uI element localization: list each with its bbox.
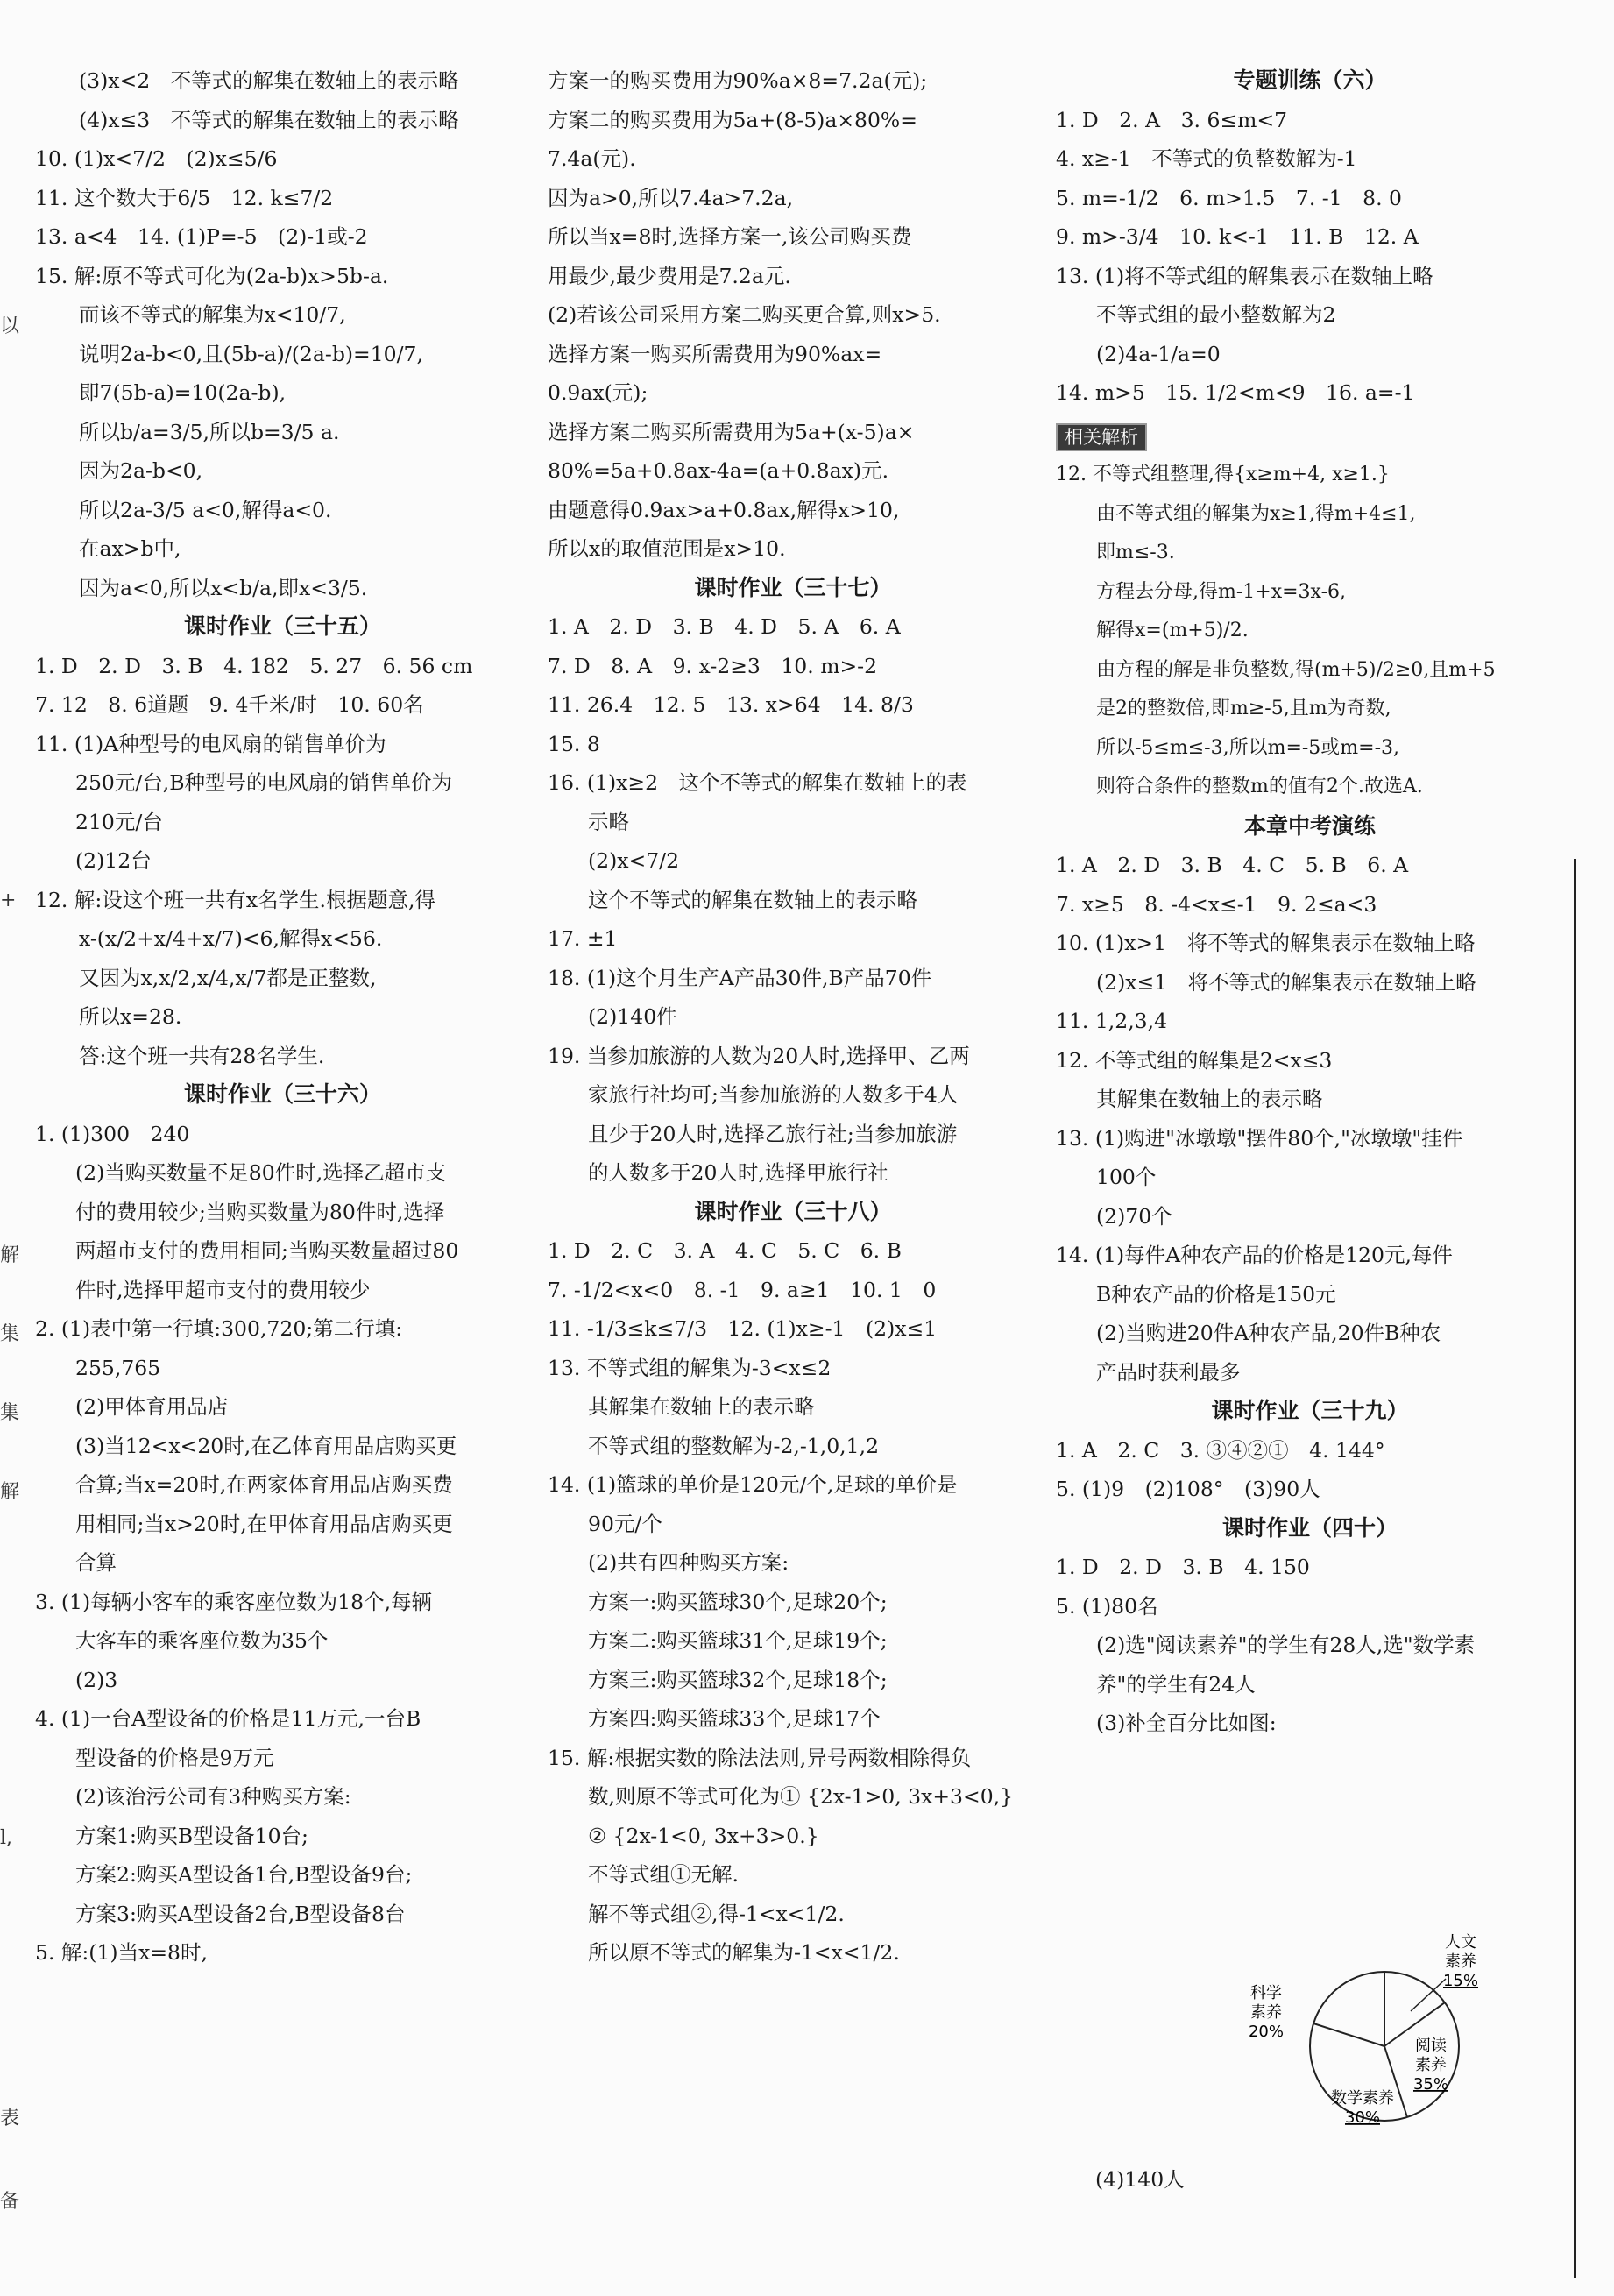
answer-line: 选择方案一购买所需费用为90%ax= — [548, 341, 882, 366]
answer-line: 方案二:购买篮球31个,足球19个; — [588, 1628, 888, 1653]
answer-line: 型设备的价格是9万元 — [75, 1745, 274, 1770]
answer-line: (4)x≤3 不等式的解集在数轴上的表示略 — [79, 107, 459, 132]
pie-label-reading: 阅读 — [1415, 2037, 1447, 2055]
answer-line: 10. (1)x>1 将不等式的解集表示在数轴上略 — [1056, 931, 1476, 955]
answer-line: 方案2:购买A型设备1台,B型设备9台; — [75, 1862, 413, 1887]
answer-line: (2)12台 — [75, 848, 152, 873]
answer-line: 12. 不等式组的解集是2<x≤3 — [1056, 1047, 1333, 1073]
answer-line: (2)x≤1 将不等式的解集表示在数轴上略 — [1096, 969, 1476, 995]
answer-line: 方案一的购买费用为90%a×8=7.2a(元); — [548, 68, 928, 93]
answer-line: 11. 这个数大于6/5 12. k≤7/2 — [35, 185, 334, 210]
percentage-pie-chart — [1231, 1928, 1520, 2138]
answer-line: 11. -1/3≤k≤7/3 12. (1)x≥-1 (2)x≤1 — [548, 1316, 938, 1341]
answer-line: 合算;当x=20时,在两家体育用品店购买费 — [75, 1472, 453, 1497]
edge-mark: 集 — [0, 1402, 20, 1424]
answer-line: 合算 — [75, 1550, 117, 1575]
answer-line: 10. (1)x<7/2 (2)x≤5/6 — [35, 146, 278, 171]
answer-line: 3. (1)每辆小客车的乘客座位数为18个,每辆 — [35, 1589, 433, 1614]
answer-line: 13. 不等式组的解集为-3<x≤2 — [548, 1355, 832, 1380]
answer-line: 1. A 2. D 3. B 4. C 5. B 6. A — [1056, 853, 1409, 877]
answer-line: 即7(5b-a)=10(2a-b), — [79, 380, 287, 405]
answer-line: 所以2a-3/5 a<0,解得a<0. — [79, 497, 332, 522]
answer-line: 在ax>b中, — [79, 536, 181, 561]
answer-line: (2)共有四种购买方案: — [588, 1550, 789, 1575]
column-right — [1056, 61, 1564, 1743]
answer-line: 由不等式组的解集为x≥1,得m+4≤1, — [1096, 502, 1416, 525]
section-heading: 课时作业（三十六） — [183, 1081, 381, 1107]
answer-line: 7. 12 8. 6道题 9. 4千米/时 10. 60名 — [35, 692, 424, 717]
answer-line: 件时,选择甲超市支付的费用较少 — [75, 1277, 371, 1302]
pie-label-math: 数学素养 — [1331, 2089, 1394, 2108]
answer-line: 产品时获利最多 — [1096, 1359, 1241, 1385]
answer-line: 大客车的乘客座位数为35个 — [75, 1628, 329, 1653]
answer-line: 1. D 2. C 3. A 4. C 5. C 6. B — [548, 1238, 902, 1263]
answer-line: (2)当购进20件A种农产品,20件B种农 — [1096, 1321, 1441, 1345]
answer-line: 所以-5≤m≤-3,所以m=-5或m=-3, — [1096, 736, 1400, 759]
edge-mark: 表 — [0, 2108, 20, 2129]
answer-line: 1. A 2. C 3. ③④②① 4. 144° — [1056, 1437, 1385, 1463]
pie-label-reading: 素养 — [1415, 2056, 1447, 2074]
answer-line: 方案3:购买A型设备2台,B型设备8台 — [75, 1901, 406, 1926]
answer-line: 所以b/a=3/5,所以b=3/5 a. — [79, 419, 340, 444]
answer-line: 不等式组的最小整数解为2 — [1096, 302, 1336, 327]
answer-line: 由题意得0.9ax>a+0.8ax,解得x>10, — [548, 497, 900, 522]
answer-line: 其解集在数轴上的表示略 — [588, 1394, 815, 1419]
answer-line: 7. D 8. A 9. x-2≥3 10. m>-2 — [548, 653, 878, 678]
answer-line: 不等式组的整数解为-2,-1,0,1,2 — [588, 1433, 880, 1458]
column-middle — [548, 61, 1038, 1973]
answer-line: 由方程的解是非负整数,得(m+5)/2≥0,且m+5 — [1096, 658, 1496, 681]
edge-mark: 解 — [0, 1244, 20, 1266]
answer-line: (2)该治污公司有3种购买方案: — [75, 1784, 351, 1809]
section-heading: 课时作业（四十） — [1221, 1514, 1398, 1541]
answer-line: ② {2x-1<0, 3x+3>0.} — [588, 1823, 819, 1848]
answer-line: 2. (1)表中第一行填:300,720;第二行填: — [35, 1316, 403, 1341]
answer-line: 数,则原不等式可化为① {2x-1>0, 3x+3<0,} — [588, 1784, 1014, 1809]
answer-line: 这个不等式的解集在数轴上的表示略 — [588, 887, 917, 912]
pie-value-humanities: 15% — [1442, 1972, 1479, 1990]
answer-line: 11. 26.4 12. 5 13. x>64 14. 8/3 — [548, 692, 914, 717]
section-heading: 课时作业（三十七） — [694, 574, 892, 600]
section-badge: 相关解析 — [1056, 423, 1147, 451]
answer-line: 90元/个 — [588, 1511, 662, 1536]
answer-line: 方案三:购买篮球32个,足球18个; — [588, 1667, 888, 1692]
answer-line: 15. 解:根据实数的除法法则,异号两数相除得负 — [548, 1745, 972, 1770]
answer-line: 因为a>0,所以7.4a>7.2a, — [548, 185, 794, 210]
answer-line: 210元/台 — [75, 809, 163, 834]
answer-line: 解不等式组②,得-1<x<1/2. — [588, 1901, 845, 1926]
answer-line: (2)4a-1/a=0 — [1096, 341, 1221, 366]
pie-value-reading: 35% — [1412, 2075, 1449, 2094]
answer-line: 7. x≥5 8. -4<x≤-1 9. 2≤a<3 — [1056, 891, 1377, 917]
edge-mark: 集 — [0, 1323, 20, 1345]
edge-mark: 解 — [0, 1481, 20, 1503]
answer-line: (3)补全百分比如图: — [1096, 1711, 1277, 1735]
answer-line: 80%=5a+0.8ax-4a=(a+0.8ax)元. — [548, 458, 889, 483]
answer-line: 家旅行社均可;当参加旅游的人数多于4人 — [588, 1082, 959, 1107]
answer-line: 14. m>5 15. 1/2<m<9 16. a=-1 — [1056, 380, 1415, 405]
answer-line: 答:这个班一共有28名学生. — [79, 1043, 325, 1068]
answer-line: 255,765 — [75, 1355, 161, 1380]
answer-line: 即m≤-3. — [1096, 542, 1175, 563]
answer-line: 13. a<4 14. (1)P=-5 (2)-1或-2 — [35, 224, 368, 249]
edge-mark: l, — [0, 1827, 13, 1849]
answer-line: 7. -1/2<x<0 8. -1 9. a≥1 10. 1 0 — [548, 1277, 937, 1302]
answer-line: B种农产品的价格是150元 — [1096, 1281, 1336, 1307]
answer-line: (2)甲体育用品店 — [75, 1394, 229, 1419]
right-margin-rule — [1574, 859, 1576, 2278]
answer-line: 说明2a-b<0,且(5b-a)/(2a-b)=10/7, — [79, 341, 423, 366]
answer-line: 方案四:购买篮球33个,足球17个 — [588, 1706, 881, 1731]
pie-label-science: 素养 — [1250, 2003, 1282, 2022]
answer-line: 5. 解:(1)当x=8时, — [35, 1940, 208, 1965]
answer-line: 所以当x=8时,选择方案一,该公司购买费 — [548, 224, 912, 249]
answer-line: 250元/台,B种型号的电风扇的销售单价为 — [75, 770, 453, 795]
answer-line: 12. 解:设这个班一共有x名学生.根据题意,得 — [35, 887, 435, 912]
answer-line: (3)x<2 不等式的解集在数轴上的表示略 — [79, 68, 459, 93]
answer-line: 示略 — [588, 809, 629, 834]
pie-value-science: 20% — [1248, 2023, 1285, 2041]
answer-line: 且少于20人时,选择乙旅行社;当参加旅游 — [588, 1121, 958, 1146]
edge-mark: 以 — [0, 315, 20, 337]
answer-line: 12. 不等式组整理,得{x≥m+4, x≥1.} — [1056, 464, 1390, 485]
answer-line: 1. D 2. D 3. B 4. 182 5. 27 6. 56 cm — [35, 653, 473, 678]
answer-line: x-(x/2+x/4+x/7)<6,解得x<56. — [79, 926, 383, 951]
answer-line: (2)140件 — [588, 1004, 677, 1029]
section-heading: 专题训练（六） — [1233, 67, 1387, 93]
answer-line: 15. 解:原不等式可化为(2a-b)x>5b-a. — [35, 263, 389, 288]
answer-line: 所以原不等式的解集为-1<x<1/2. — [588, 1940, 900, 1965]
answer-line: 付的费用较少;当购买数量为80件时,选择 — [75, 1199, 445, 1224]
answer-line: 4. (1)一台A型设备的价格是11万元,一台B — [35, 1706, 421, 1731]
answer-line: 9. m>-3/4 10. k<-1 11. B 12. A — [1056, 224, 1419, 249]
answer-line: (3)当12<x<20时,在乙体育用品店购买更 — [75, 1433, 457, 1458]
answer-line: 13. (1)购进"冰墩墩"摆件80个,"冰墩墩"挂件 — [1056, 1125, 1463, 1151]
section-heading: 本章中考演练 — [1243, 812, 1376, 839]
answer-line: 方案一:购买篮球30个,足球20个; — [588, 1589, 888, 1614]
answer-line: 13. (1)将不等式组的解集表示在数轴上略 — [1056, 263, 1433, 288]
answer-line: 5. (1)80名 — [1056, 1593, 1158, 1619]
answer-line: 选择方案二购买所需费用为5a+(x-5)a× — [548, 419, 915, 444]
answer-line: 用最少,最少费用是7.2a元. — [548, 263, 791, 288]
answer-line: 7.4a(元). — [548, 146, 636, 171]
pie-label-humanities: 人文 — [1445, 1933, 1476, 1952]
answer-line: 是2的整数倍,即m≥-5,且m为奇数, — [1096, 698, 1391, 719]
answer-line: 18. (1)这个月生产A产品30件,B产品70件 — [548, 965, 932, 990]
answer-line: 14. (1)篮球的单价是120元/个,足球的单价是 — [548, 1472, 958, 1497]
answer-line: 16. (1)x≥2 这个不等式的解集在数轴上的表 — [548, 770, 967, 795]
answer-line: 5. m=-1/2 6. m>1.5 7. -1 8. 0 — [1056, 185, 1402, 210]
answer-line: 养"的学生有24人 — [1096, 1671, 1256, 1697]
badge-row — [1056, 413, 1564, 457]
answer-line: (2)3 — [75, 1667, 118, 1692]
answer-line: 的人数多于20人时,选择甲旅行社 — [588, 1160, 888, 1185]
answer-line: 100个 — [1096, 1165, 1157, 1189]
answer-line: 1. A 2. D 3. B 4. D 5. A 6. A — [548, 614, 901, 639]
answer-line: (2)若该公司采用方案二购买更合算,则x>5. — [548, 302, 941, 327]
answer-line: 11. 1,2,3,4 — [1056, 1009, 1168, 1033]
pie-divider — [1313, 2023, 1384, 2046]
section-heading: 课时作业（三十九） — [1211, 1398, 1409, 1423]
answer-line: 11. (1)A种型号的电风扇的销售单价为 — [35, 731, 386, 756]
answer-line: 则符合条件的整数m的值有2个.故选A. — [1096, 776, 1423, 797]
pie-label-humanities: 素养 — [1445, 1952, 1476, 1971]
answer-line: 方案二的购买费用为5a+(8-5)a×80%= — [548, 107, 917, 132]
answer-line: 1. D 2. D 3. B 4. 150 — [1056, 1555, 1310, 1579]
answer-line: 因为2a-b<0, — [79, 458, 203, 483]
answer-line: 其解集在数轴上的表示略 — [1096, 1087, 1323, 1111]
answer-line: 不等式组①无解. — [588, 1862, 739, 1887]
answer-line: 4. x≥-1 不等式的负整数解为-1 — [1056, 146, 1357, 171]
answer-line: 所以x=28. — [79, 1004, 182, 1029]
answer-line: 所以x的取值范围是x>10. — [548, 536, 786, 561]
answer-line: 17. ±1 — [548, 926, 618, 951]
pie-value-math: 30% — [1344, 2108, 1381, 2127]
answer-line: 两超市支付的费用相同;当购买数量超过80 — [75, 1238, 459, 1263]
column-left — [35, 61, 530, 1973]
answer-line: 5. (1)9 (2)108° (3)90人 — [1056, 1477, 1320, 1501]
answer-line: 14. (1)每件A种农产品的价格是120元,每件 — [1056, 1243, 1453, 1267]
answer-line: 因为a<0,所以x<b/a,即x<3/5. — [79, 575, 368, 600]
answer-line: (4)140人 — [1095, 2167, 1185, 2192]
answer-line: 15. 8 — [548, 731, 600, 756]
answer-line: (2)x<7/2 — [588, 848, 680, 873]
answer-line: 用相同;当x>20时,在甲体育用品店购买更 — [75, 1511, 453, 1536]
section-heading: 课时作业（三十八） — [694, 1198, 892, 1224]
answer-line: 1. (1)300 240 — [35, 1121, 190, 1146]
answer-line: 方程去分母,得m-1+x=3x-6, — [1096, 580, 1347, 603]
answer-line: 又因为x,x/2,x/4,x/7都是正整数, — [79, 965, 377, 990]
answer-line: (2)70个 — [1096, 1203, 1172, 1229]
answer-line: 1. D 2. A 3. 6≤m<7 — [1056, 107, 1288, 132]
answer-line: 0.9ax(元); — [548, 380, 648, 405]
answer-line: 19. 当参加旅游的人数为20人时,选择甲、乙两 — [548, 1043, 970, 1068]
edge-mark: + — [0, 889, 17, 911]
answer-line: (2)当购买数量不足80件时,选择乙超市支 — [75, 1160, 447, 1185]
answer-line: 而该不等式的解集为x<10/7, — [79, 302, 346, 327]
edge-mark: 备 — [0, 2191, 20, 2213]
pie-label-science: 科学 — [1250, 1984, 1282, 2002]
answer-line: 方案1:购买B型设备10台; — [75, 1823, 308, 1848]
section-heading: 课时作业（三十五） — [183, 613, 381, 639]
answer-line: 解得x=(m+5)/2. — [1096, 620, 1249, 641]
answer-line: (2)选"阅读素养"的学生有28人,选"数学素 — [1096, 1633, 1476, 1657]
